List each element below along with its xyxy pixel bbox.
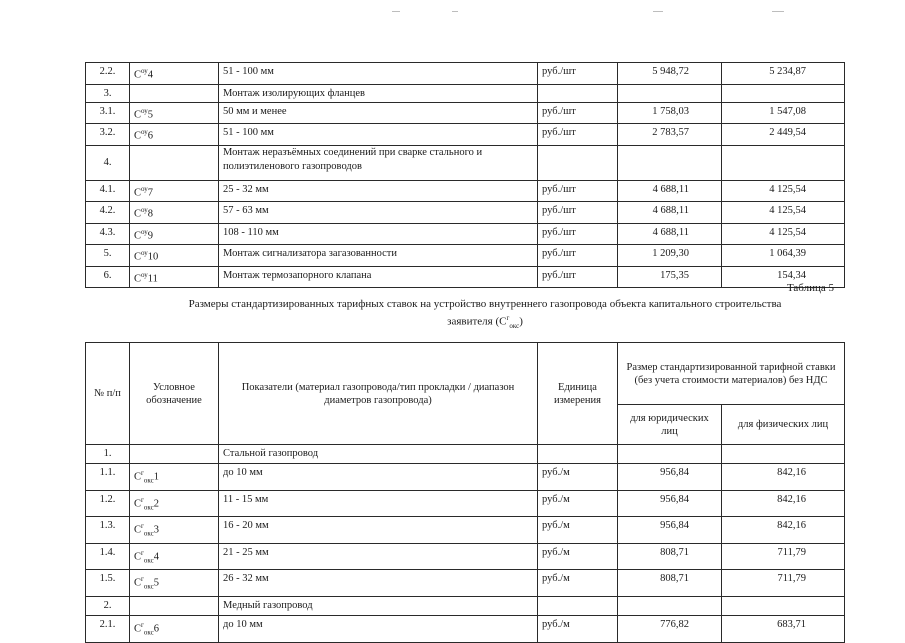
row-legal-rate: [618, 445, 722, 464]
row-unit: руб./шт: [538, 180, 618, 202]
row-legal-rate: [618, 596, 722, 615]
code-sup: оу: [141, 106, 148, 115]
row-unit: [538, 145, 618, 180]
code-base: C: [134, 109, 142, 120]
row-description: 11 - 15 мм: [219, 490, 538, 517]
header-rate: Размер стандартизированной тарифной ставки (без учета стоимости материалов) без НДС: [618, 343, 845, 405]
code-base: C: [134, 471, 142, 483]
tariff-table-4-continuation: [85, 62, 845, 288]
row-physical-rate: [722, 84, 845, 102]
table-row: [86, 63, 845, 85]
row-number: 1.3.: [86, 517, 130, 544]
title-sup: г: [506, 314, 510, 322]
code-base: C: [134, 208, 142, 220]
row-unit: руб./шт: [538, 102, 618, 124]
row-description: 108 - 110 мм: [219, 223, 538, 245]
row-number: 5.: [86, 245, 130, 267]
code-base: C: [134, 551, 142, 563]
row-legal-rate: 4 688,11: [618, 180, 722, 202]
row-number: 1.2.: [86, 490, 130, 517]
table-row: [86, 223, 845, 245]
title-line-1: Размеры стандартизированных тарифных ставок на устройство внутреннего газопровода объекта капитального строительства: [188, 298, 782, 310]
row-unit: руб./м: [538, 543, 618, 570]
code-base: C: [134, 130, 142, 142]
table-row: [86, 102, 845, 124]
row-code: [130, 180, 219, 202]
table-row: [86, 266, 845, 288]
row-number: 2.1.: [86, 615, 130, 642]
code-base: C: [134, 577, 142, 589]
row-physical-rate: 5 234,87: [722, 63, 845, 85]
row-legal-rate: 776,82: [618, 615, 722, 642]
row-code: [130, 245, 219, 267]
table-row: [86, 517, 845, 544]
row-description: Монтаж изолирующих фланцев: [219, 84, 538, 102]
code-index: 1: [153, 471, 159, 483]
code-base: C: [134, 623, 142, 635]
row-number: 3.: [86, 84, 130, 102]
row-legal-rate: 808,71: [618, 570, 722, 597]
row-description: 21 - 25 мм: [219, 543, 538, 570]
row-code: [130, 464, 219, 491]
code-sup: г: [141, 575, 144, 584]
row-legal-rate: 956,84: [618, 490, 722, 517]
table-body: [86, 445, 845, 643]
row-physical-rate: 154,34: [722, 266, 845, 288]
row-number: 3.1.: [86, 102, 130, 124]
row-physical-rate: 842,16: [722, 464, 845, 491]
code-base: C: [134, 69, 142, 81]
table-row: [86, 490, 845, 517]
row-physical-rate: [722, 596, 845, 615]
row-unit: руб./м: [538, 464, 618, 491]
row-code: [130, 615, 219, 642]
code-index: 8: [147, 208, 153, 220]
code-sup: оу: [141, 184, 148, 193]
row-unit: руб./м: [538, 517, 618, 544]
row-physical-rate: 842,16: [722, 517, 845, 544]
title-sub: окс: [509, 321, 520, 330]
code-index: 10: [147, 251, 159, 263]
code-sup: оу: [141, 249, 148, 257]
table-body: [86, 63, 845, 288]
row-unit: руб./шт: [538, 223, 618, 245]
row-unit: [538, 445, 618, 464]
row-legal-rate: 175,35: [618, 266, 722, 288]
row-description: Стальной газопровод: [219, 445, 538, 464]
row-code: [130, 266, 219, 288]
row-code: [130, 490, 219, 517]
row-legal-rate: 956,84: [618, 517, 722, 544]
code-sup: г: [141, 495, 144, 504]
row-code: [130, 124, 219, 146]
code-index: 5: [153, 577, 159, 589]
row-unit: руб./шт: [538, 124, 618, 146]
code-sup: оу: [141, 270, 148, 279]
row-number: 1.: [86, 445, 130, 464]
code-index: 4: [147, 69, 153, 81]
code-sup: г: [141, 548, 144, 557]
table-row: [86, 145, 845, 180]
row-legal-rate: [618, 84, 722, 102]
code-index: 4: [153, 551, 159, 563]
row-number: 4.2.: [86, 202, 130, 224]
row-unit: руб./шт: [538, 245, 618, 267]
row-legal-rate: 4 688,11: [618, 202, 722, 224]
row-code: [130, 596, 219, 615]
code-sub: окс: [143, 582, 154, 591]
row-legal-rate: [618, 145, 722, 180]
row-description: 57 - 63 мм: [219, 202, 538, 224]
code-sub: окс: [143, 476, 154, 485]
row-physical-rate: 711,79: [722, 570, 845, 597]
title-close: ): [519, 315, 523, 328]
row-unit: руб./шт: [538, 63, 618, 85]
row-description: 51 - 100 мм: [219, 124, 538, 146]
code-sub: окс: [143, 556, 154, 565]
row-physical-rate: 2 449,54: [722, 124, 845, 146]
row-legal-rate: 1 209,30: [618, 245, 722, 267]
row-code: [130, 223, 219, 245]
table-row: [86, 245, 845, 267]
scan-artifact: [452, 11, 458, 12]
code-base: C: [134, 524, 142, 536]
code-sub: окс: [143, 628, 154, 637]
table-row: [86, 84, 845, 102]
code-sub: окс: [143, 529, 154, 538]
table-title: [145, 297, 825, 333]
code-index: 6: [153, 623, 159, 635]
row-number: 4.3.: [86, 223, 130, 245]
row-description: 26 - 32 мм: [219, 570, 538, 597]
code-index: 9: [147, 230, 153, 241]
row-description: 16 - 20 мм: [219, 517, 538, 544]
code-base: C: [134, 251, 142, 263]
header-desc: Показатели (материал газопровода/тип прокладки / диапазон диаметров газопровода): [219, 343, 538, 445]
row-number: 1.1.: [86, 464, 130, 491]
row-code: [130, 63, 219, 85]
row-description: до 10 мм: [219, 615, 538, 642]
row-physical-rate: 4 125,54: [722, 180, 845, 202]
scan-artifact: [653, 11, 663, 12]
header-num: № п/п: [86, 343, 130, 445]
row-number: 3.2.: [86, 124, 130, 146]
table-row: [86, 615, 845, 642]
code-sup: оу: [141, 128, 148, 136]
row-number: 6.: [86, 266, 130, 288]
scan-artifact: [772, 11, 784, 12]
row-code: [130, 202, 219, 224]
row-description: Монтаж неразъёмных соединений при сварке стального и полиэтиленового газопроводов: [219, 145, 538, 180]
title-line-2: заявителя (C: [447, 315, 507, 328]
row-code: [130, 445, 219, 464]
row-unit: [538, 84, 618, 102]
code-base: C: [134, 273, 142, 284]
row-description: Медный газопровод: [219, 596, 538, 615]
row-code: [130, 102, 219, 124]
header-phys: для физических лиц: [722, 405, 845, 445]
row-unit: руб./шт: [538, 266, 618, 288]
header-unit: Единица измерения: [538, 343, 618, 445]
code-sup: оу: [141, 227, 148, 236]
code-sub: окс: [143, 503, 154, 512]
row-number: 4.: [86, 145, 130, 180]
table-row: [86, 445, 845, 464]
table-row: [86, 124, 845, 146]
table-row: [86, 570, 845, 597]
code-index: 5: [147, 109, 153, 120]
code-sup: г: [141, 522, 144, 531]
code-base: C: [134, 498, 142, 510]
row-description: 25 - 32 мм: [219, 180, 538, 202]
code-index: 11: [147, 273, 158, 284]
row-number: 2.: [86, 596, 130, 615]
header-code: Условное обозначение: [130, 343, 219, 445]
row-description: 50 мм и менее: [219, 102, 538, 124]
row-legal-rate: 808,71: [618, 543, 722, 570]
row-number: 2.2.: [86, 63, 130, 85]
row-code: [130, 517, 219, 544]
row-physical-rate: 4 125,54: [722, 202, 845, 224]
row-number: 1.4.: [86, 543, 130, 570]
row-unit: руб./м: [538, 570, 618, 597]
code-index: 7: [147, 187, 153, 198]
table-number: Таблица 5: [786, 282, 834, 294]
row-code: [130, 570, 219, 597]
tariff-table-5: [85, 342, 845, 643]
row-physical-rate: 4 125,54: [722, 223, 845, 245]
code-sup: г: [141, 620, 144, 629]
row-legal-rate: 5 948,72: [618, 63, 722, 85]
code-base: C: [134, 230, 142, 241]
row-physical-rate: 842,16: [722, 490, 845, 517]
row-legal-rate: 1 758,03: [618, 102, 722, 124]
row-unit: руб./м: [538, 615, 618, 642]
row-legal-rate: 2 783,57: [618, 124, 722, 146]
row-physical-rate: 683,71: [722, 615, 845, 642]
header-legal: для юридических лиц: [618, 405, 722, 445]
row-physical-rate: 1 547,08: [722, 102, 845, 124]
row-code: [130, 84, 219, 102]
code-index: 2: [153, 498, 159, 510]
code-index: 3: [153, 524, 159, 536]
row-code: [130, 543, 219, 570]
row-code: [130, 145, 219, 180]
row-physical-rate: 1 064,39: [722, 245, 845, 267]
table-row: [86, 596, 845, 615]
code-index: 6: [147, 130, 153, 142]
code-sup: оу: [141, 206, 148, 214]
table-row: [86, 543, 845, 570]
table-row: [86, 202, 845, 224]
row-legal-rate: 956,84: [618, 464, 722, 491]
row-number: 1.5.: [86, 570, 130, 597]
row-unit: [538, 596, 618, 615]
row-physical-rate: [722, 445, 845, 464]
row-physical-rate: [722, 145, 845, 180]
row-unit: руб./м: [538, 490, 618, 517]
row-description: Монтаж термозапорного клапана: [219, 266, 538, 288]
table-row: [86, 464, 845, 491]
table-row: [86, 180, 845, 202]
row-physical-rate: 711,79: [722, 543, 845, 570]
code-sup: оу: [141, 67, 148, 75]
row-unit: руб./шт: [538, 202, 618, 224]
row-description: 51 - 100 мм: [219, 63, 538, 85]
code-base: C: [134, 187, 142, 198]
code-sup: г: [141, 469, 144, 477]
row-description: до 10 мм: [219, 464, 538, 491]
row-legal-rate: 4 688,11: [618, 223, 722, 245]
row-number: 4.1.: [86, 180, 130, 202]
scan-artifact: [392, 11, 400, 12]
row-description: Монтаж сигнализатора загазованности: [219, 245, 538, 267]
